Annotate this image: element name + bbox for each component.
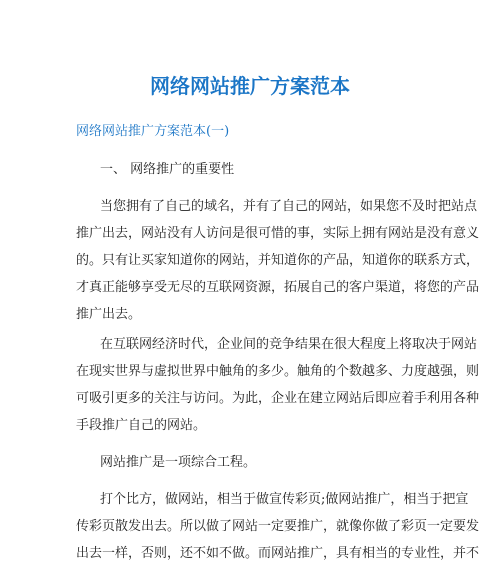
paragraph-line: 在互联网经济时代，企业间的竞争结果在很大程度上将取决于网站	[100, 337, 478, 352]
paragraph-line: 在现实世界与虚拟世界中触角的多少。触角的个数越多、力度越强，则	[76, 364, 480, 379]
paragraph-line: 推广出去，网站没有人访问是很可惜的事，实际上拥有网站是没有意义	[76, 226, 480, 241]
paragraph-line: 才真正能够享受无尽的互联网资源，拓展自己的客户渠道，将您的产品	[76, 280, 480, 295]
paragraph-line: 传彩页散发出去。所以做了网站一定要推广，就像你做了彩页一定要发	[76, 519, 480, 534]
paragraph-line: 推广出去。	[76, 307, 142, 322]
paragraph-line: 网站推广是一项综合工程。	[100, 455, 257, 470]
paragraph-4	[76, 486, 480, 567]
paragraph-line: 打个比方，做网站，相当于做宣传彩页;做网站推广，相当于把宣	[100, 492, 469, 507]
paragraph-3	[76, 449, 428, 476]
paragraph-line: 当您拥有了自己的域名，并有了自己的网站，如果您不及时把站点	[100, 199, 478, 214]
paragraph-line: 出去一样，否则，还不如不做。而网站推广，具有相当的专业性，并不	[76, 546, 480, 561]
paragraph-2	[76, 331, 480, 439]
paragraph-line: 可吸引更多的关注与访问。为此，企业在建立网站后即应着手利用各种	[76, 391, 480, 406]
paragraph-line: 的。只有让买家知道你的网站，并知道你的产品，知道你的联系方式，	[76, 253, 480, 268]
document-title: 网络网站推广方案范本	[150, 74, 350, 98]
section-heading: 一、 网络推广的重要性	[100, 162, 235, 177]
paragraph-1	[76, 193, 480, 328]
paragraph-line: 手段推广自己的网站。	[76, 418, 207, 433]
document-subtitle: 网络网站推广方案范本(一)	[76, 124, 230, 139]
